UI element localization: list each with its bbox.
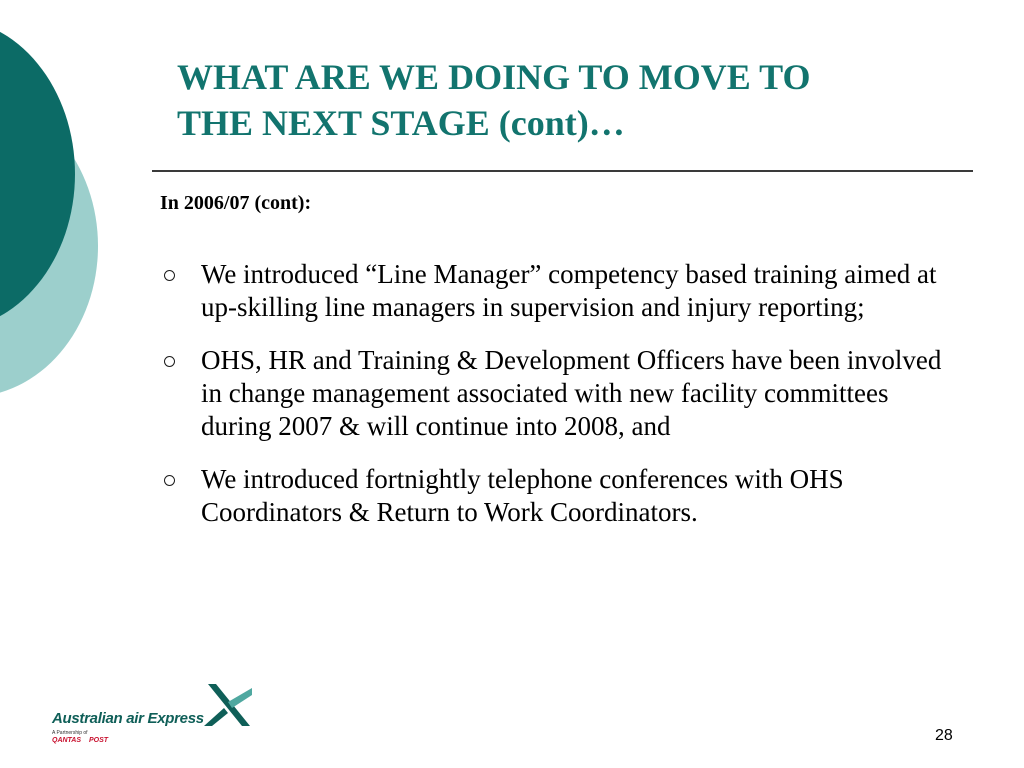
bullet-list bbox=[160, 258, 950, 549]
slide-title-line-1: WHAT ARE WE DOING TO MOVE TO bbox=[177, 57, 811, 97]
bullet-text: We introduced “Line Manager” competency based training aimed at up-skilling line managers in supervision and injury reporting; bbox=[201, 259, 937, 322]
bullet-circle-icon bbox=[164, 475, 175, 486]
bullet-circle-icon bbox=[164, 356, 175, 367]
page-number: 28 bbox=[935, 727, 953, 744]
logo-x-mark-icon bbox=[202, 682, 254, 728]
bullet-item bbox=[160, 344, 950, 443]
logo-partner-post: POST bbox=[89, 737, 109, 744]
title-divider bbox=[152, 170, 973, 172]
logo-partner-qantas: QANTAS bbox=[52, 737, 82, 744]
company-logo bbox=[52, 682, 262, 746]
bullet-text: We introduced fortnightly telephone conferences with OHS Coordinators & Return to Work Coordinators. bbox=[201, 464, 844, 527]
logo-partners bbox=[52, 737, 114, 744]
bullet-item bbox=[160, 463, 950, 529]
bullet-circle-icon bbox=[164, 270, 175, 281]
bullet-item bbox=[160, 258, 950, 324]
slide-title bbox=[177, 54, 957, 146]
section-subtitle: In 2006/07 (cont): bbox=[160, 192, 312, 214]
logo-wordmark: Australian air Express bbox=[52, 710, 204, 727]
bullet-text: OHS, HR and Training & Development Officers have been involved in change management associated with new facility committees during 2007 & will continue into 2008, and bbox=[201, 345, 942, 441]
slide-title-line-2: THE NEXT STAGE (cont)… bbox=[177, 103, 625, 143]
logo-partnership-label: A Partnership of bbox=[52, 730, 88, 736]
